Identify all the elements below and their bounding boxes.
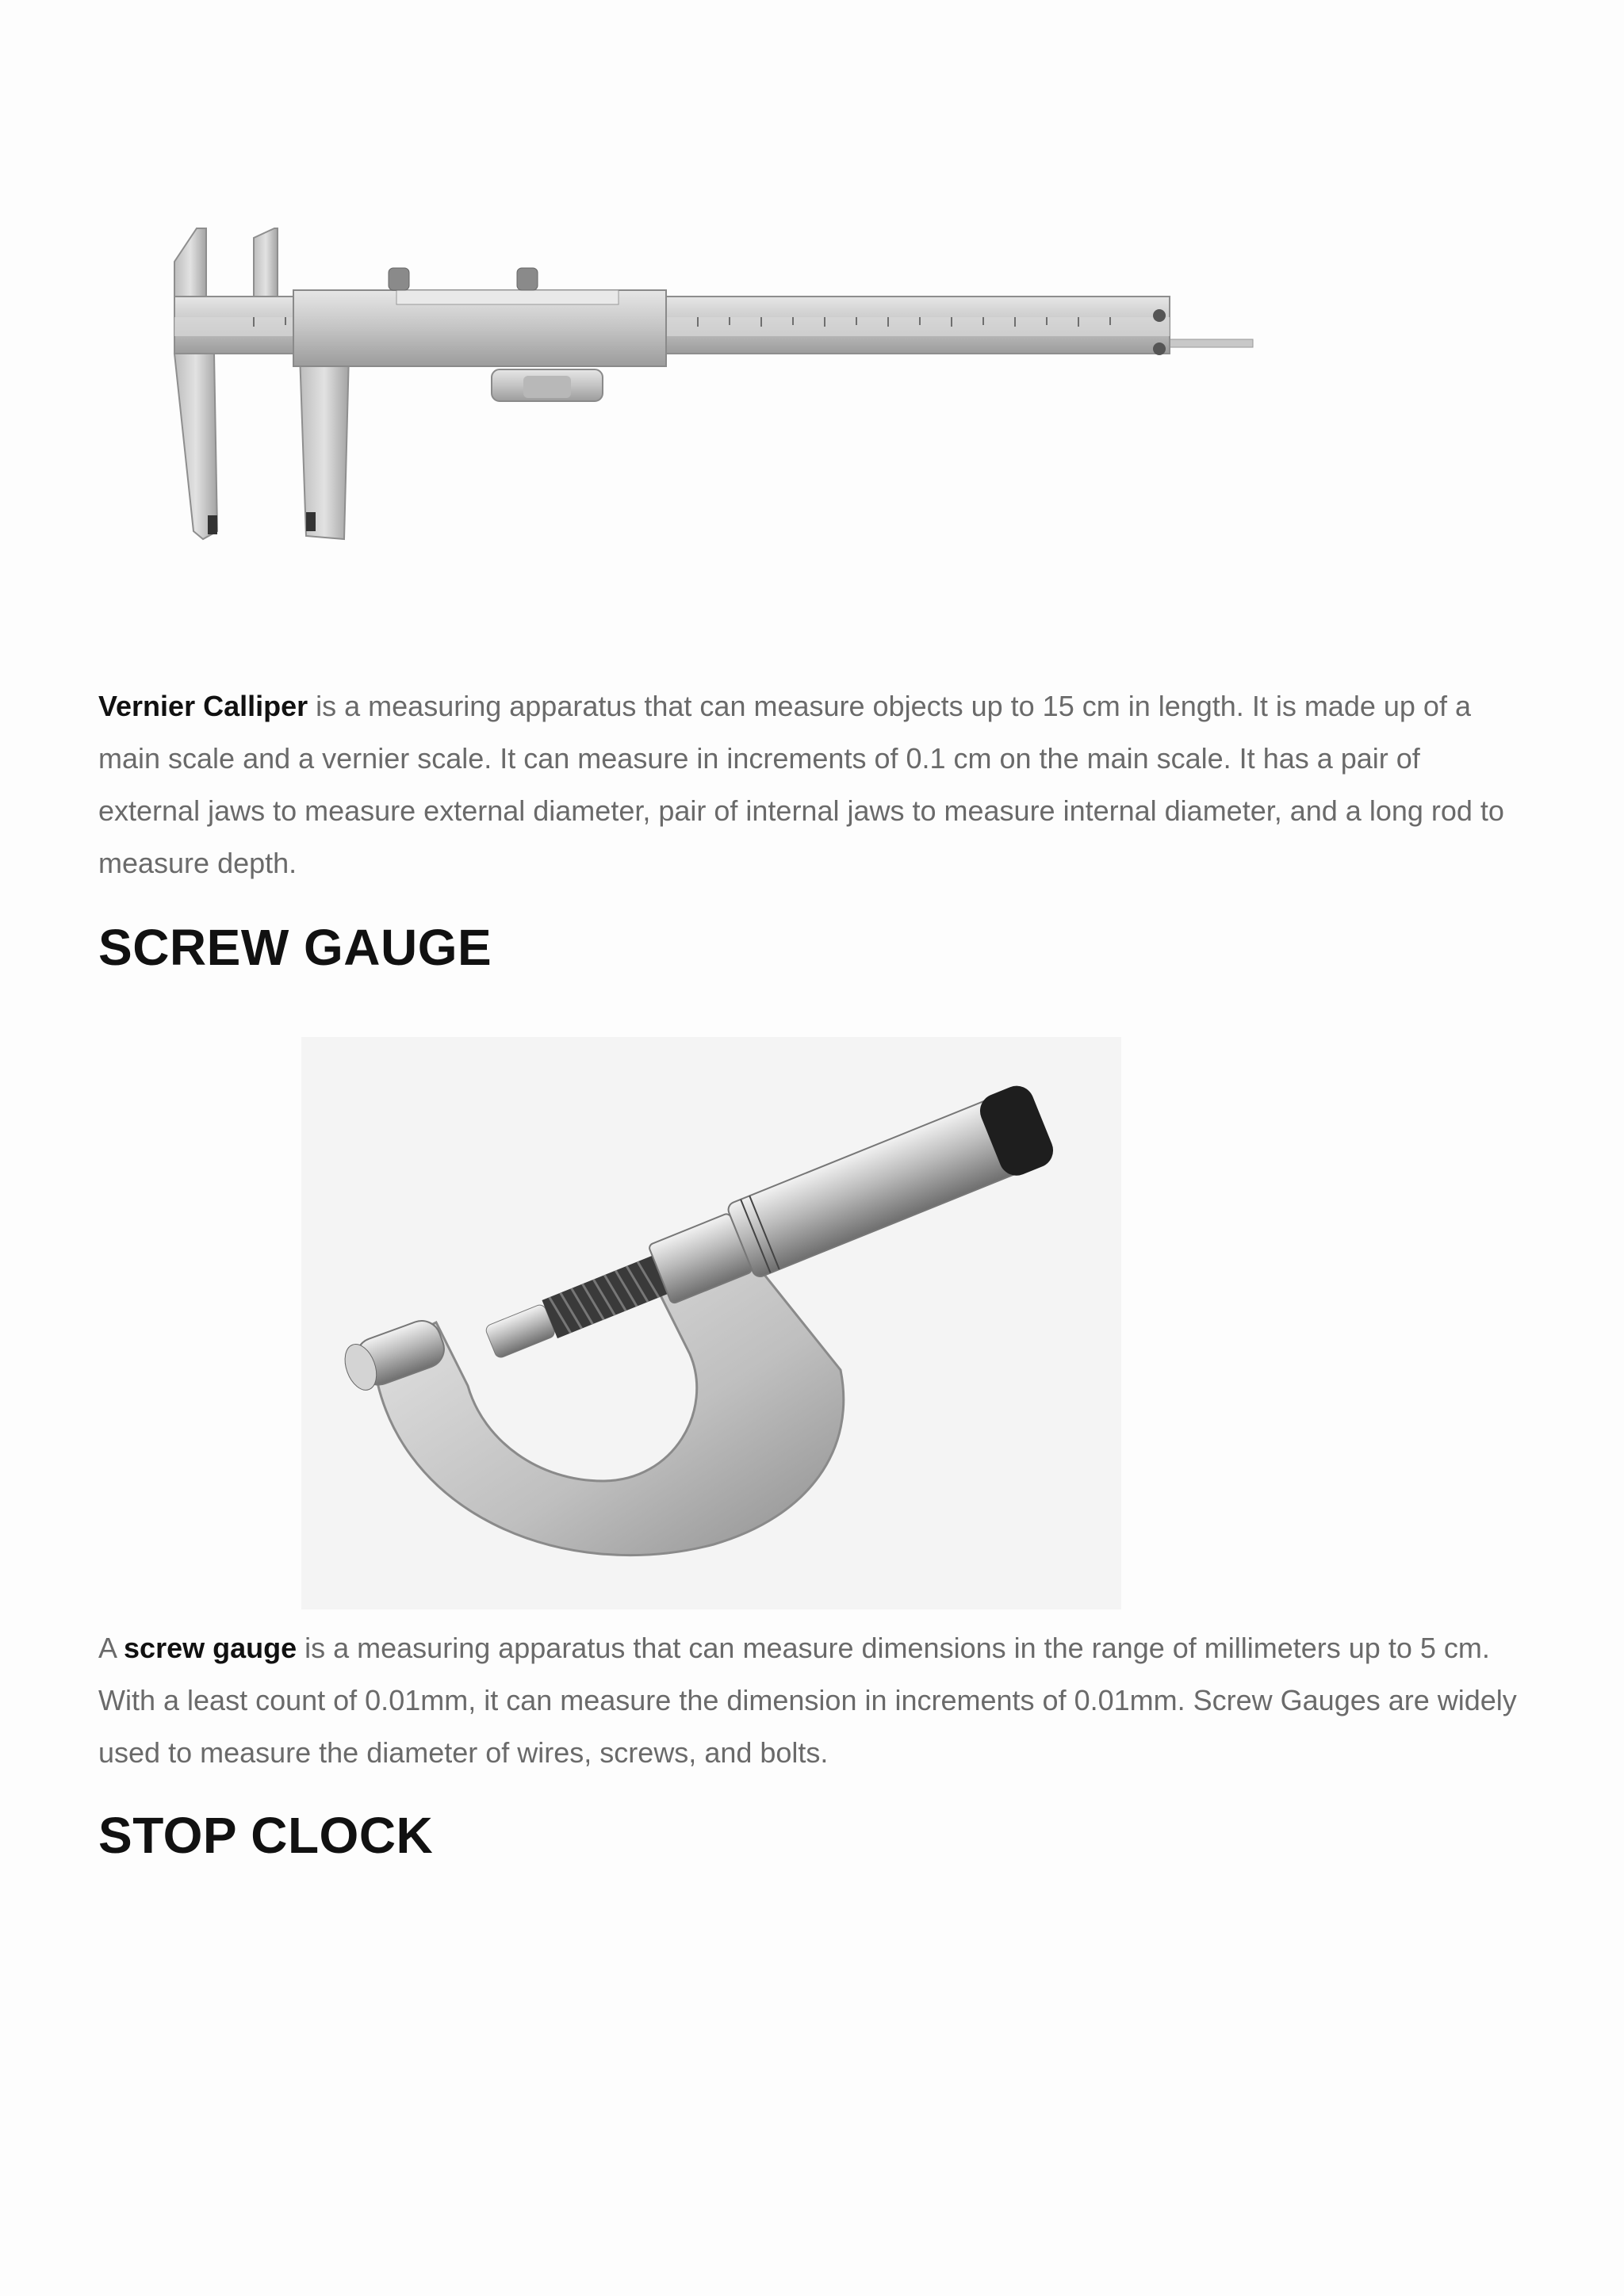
screw-gauge-description xyxy=(98,1622,1526,1779)
screw-gauge-image xyxy=(301,1037,1121,1609)
vernier-calliper-term: Vernier Calliper xyxy=(98,690,308,722)
screw-gauge-heading: SCREW GAUGE xyxy=(98,919,492,976)
screw-gauge-text: is a measuring apparatus that can measure dimensions in the range of millimeters up to 5 cm. With a least count of 0.01mm, it can measure the dimension in increments of 0.01mm. Screw Gauges are widely used to measure the diameter of wires, screws, and bolts. xyxy=(98,1632,1517,1769)
vernier-calliper-text: is a measuring apparatus that can measure objects up to 15 cm in length. It is made up of a main scale and a vernier scale. It can measure in increments of 0.1 cm on the main scale. It has a pair of external jaws to measure external diameter, pair of internal jaws to measure internal diameter, and a long rod to measure depth. xyxy=(98,690,1504,879)
vernier-calliper-description xyxy=(98,680,1526,890)
screw-gauge-term: screw gauge xyxy=(124,1632,297,1664)
stop-clock-heading: STOP CLOCK xyxy=(98,1807,434,1864)
screw-gauge-prefix: A xyxy=(98,1632,124,1664)
vernier-calliper-image xyxy=(159,214,1269,563)
